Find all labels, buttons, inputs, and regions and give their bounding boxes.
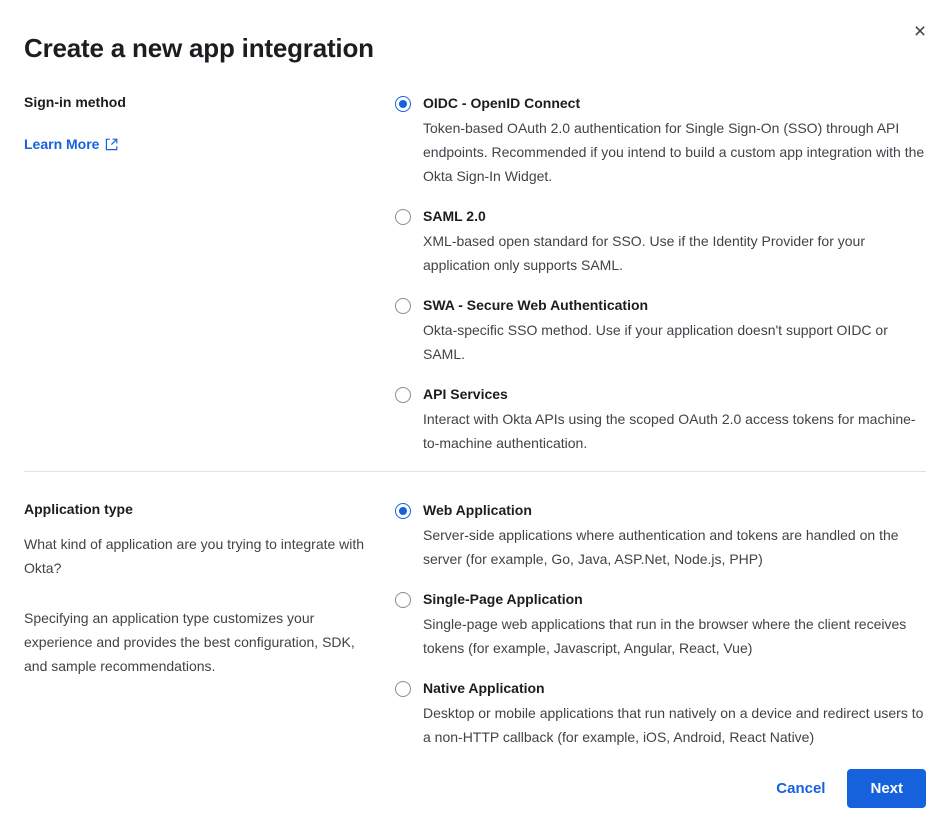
- sign-in-method-label: Sign-in method: [24, 94, 126, 110]
- option-title: Single-Page Application: [423, 591, 583, 607]
- option-title: Web Application: [423, 502, 532, 518]
- option-web-application[interactable]: [395, 500, 926, 571]
- next-button[interactable]: Next: [847, 769, 926, 808]
- application-type-options: [395, 499, 926, 749]
- radio-swa[interactable]: [395, 298, 411, 314]
- radio-api-services[interactable]: [395, 387, 411, 403]
- option-description: Token-based OAuth 2.0 authentication for Single Sign-On (SSO) through API endpoints. Recommended if you intend to build a custom app integration with the Okta Sign-In Widget.: [423, 120, 925, 184]
- option-saml-body: [423, 206, 926, 277]
- close-icon[interactable]: ×: [906, 17, 934, 45]
- option-title: OIDC - OpenID Connect: [423, 95, 581, 111]
- option-api-services[interactable]: [395, 384, 926, 455]
- option-oidc[interactable]: [395, 93, 926, 188]
- radio-single-page-application[interactable]: [395, 592, 411, 608]
- cancel-button[interactable]: Cancel: [772, 772, 829, 805]
- option-description: Desktop or mobile applications that run natively on a device and redirect users to a non-HTTP callback (for example, iOS, Android, React Native): [423, 705, 924, 745]
- application-type-section: [0, 499, 950, 749]
- option-description: Single-page web applications that run in the browser where the client receives tokens (for example, Javascript, Angular, React, Vue): [423, 616, 907, 656]
- page-title: Create a new app integration: [24, 33, 374, 63]
- learn-more-label: Learn More: [24, 136, 100, 152]
- application-type-left-column: [24, 499, 395, 749]
- radio-saml[interactable]: [395, 209, 411, 225]
- sign-in-method-options: [395, 92, 926, 455]
- section-divider: [24, 471, 926, 472]
- option-native-application-body: [423, 678, 926, 749]
- option-single-page-application[interactable]: [395, 589, 926, 660]
- external-link-icon: [105, 138, 118, 151]
- option-title: Native Application: [423, 680, 545, 696]
- radio-oidc[interactable]: [395, 96, 411, 112]
- sign-in-method-section: [0, 92, 950, 455]
- option-oidc-body: [423, 93, 926, 188]
- option-title: SAML 2.0: [423, 208, 486, 224]
- option-web-application-body: [423, 500, 926, 571]
- option-single-page-application-body: [423, 589, 926, 660]
- application-type-label: Application type: [24, 501, 133, 517]
- option-title: API Services: [423, 386, 508, 402]
- option-title: SWA - Secure Web Authentication: [423, 297, 649, 313]
- option-description: Okta-specific SSO method. Use if your application doesn't support OIDC or SAML.: [423, 322, 888, 362]
- application-type-description-2: Specifying an application type customizes your experience and provides the best configuration, SDK, and sample recommendations.: [24, 610, 355, 674]
- option-saml[interactable]: [395, 206, 926, 277]
- learn-more-link[interactable]: [24, 136, 118, 152]
- sign-in-method-left-column: [24, 92, 395, 455]
- option-swa-body: [423, 295, 926, 366]
- radio-web-application[interactable]: [395, 503, 411, 519]
- option-description: Interact with Okta APIs using the scoped OAuth 2.0 access tokens for machine-to-machine authentication.: [423, 411, 916, 451]
- dialog-footer: [772, 769, 926, 808]
- option-native-application[interactable]: [395, 678, 926, 749]
- option-description: Server-side applications where authentication and tokens are handled on the server (for example, Go, Java, ASP.Net, Node.js, PHP): [423, 527, 899, 567]
- application-type-description-1: What kind of application are you trying to integrate with Okta?: [24, 536, 365, 576]
- option-swa[interactable]: [395, 295, 926, 366]
- option-api-services-body: [423, 384, 926, 455]
- radio-native-application[interactable]: [395, 681, 411, 697]
- option-description: XML-based open standard for SSO. Use if the Identity Provider for your application only supports SAML.: [423, 233, 865, 273]
